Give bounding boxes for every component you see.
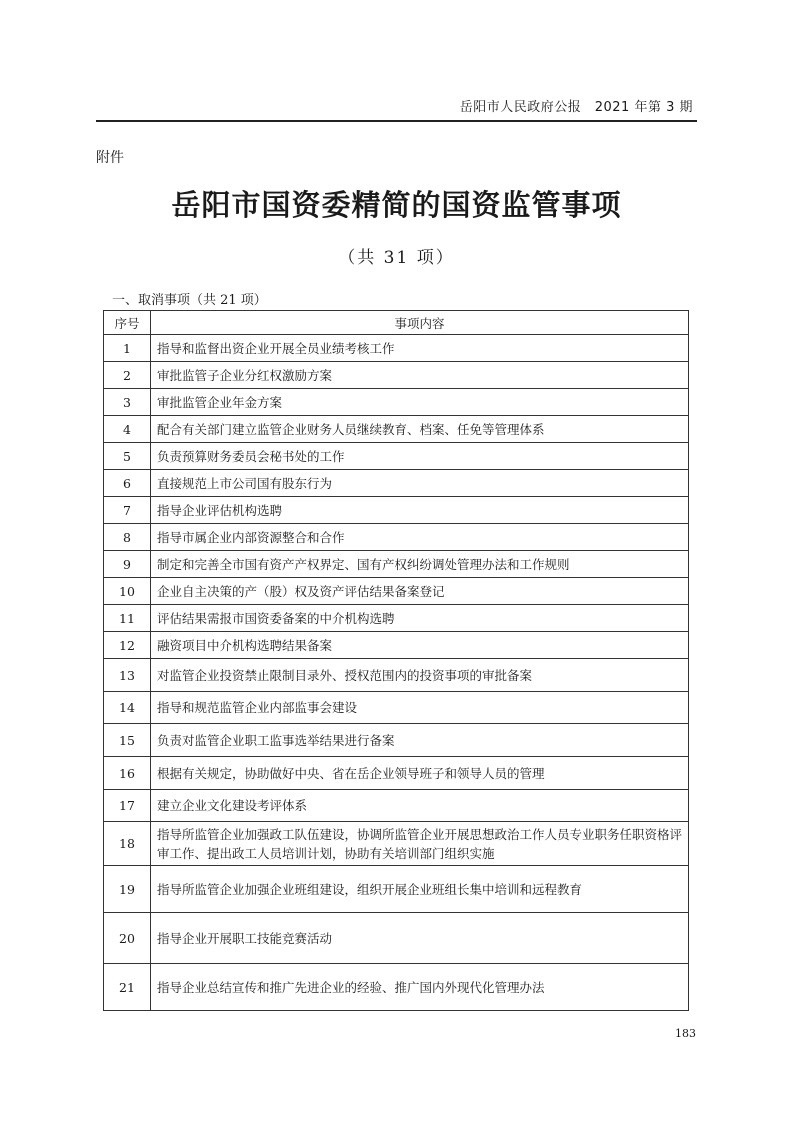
header-content: 事项内容 — [151, 311, 689, 335]
table-row — [104, 757, 689, 790]
table-row — [104, 964, 689, 1011]
row-content: 审批监管子企业分红权激励方案 — [151, 362, 689, 389]
table-row — [104, 389, 689, 416]
row-content: 指导企业评估机构选聘 — [151, 497, 689, 524]
section-heading: 一、取消事项（共 21 项） — [112, 293, 267, 308]
items-table — [103, 310, 689, 1011]
row-number: 15 — [104, 724, 151, 757]
row-content: 负责预算财务委员会秘书处的工作 — [151, 443, 689, 470]
row-content: 对监管企业投资禁止限制目录外、授权范围内的投资事项的审批备案 — [151, 659, 689, 692]
table-row — [104, 578, 689, 605]
row-number: 12 — [104, 632, 151, 659]
table-row — [104, 692, 689, 724]
row-content: 审批监管企业年金方案 — [151, 389, 689, 416]
page-subtitle: （共 31 项） — [338, 248, 455, 268]
table-row — [104, 866, 689, 913]
row-number: 11 — [104, 605, 151, 632]
row-number: 7 — [104, 497, 151, 524]
table-row — [104, 790, 689, 822]
header-rule — [96, 120, 697, 122]
table-row — [104, 913, 689, 964]
table-row — [104, 362, 689, 389]
row-content: 制定和完善全市国有资产产权界定、国有产权纠纷调处管理办法和工作规则 — [151, 551, 689, 578]
row-content: 指导企业总结宣传和推广先进企业的经验、推广国内外现代化管理办法 — [151, 964, 689, 1011]
row-content: 企业自主决策的产（股）权及资产评估结果备案登记 — [151, 578, 689, 605]
row-number: 19 — [104, 866, 151, 913]
table-row — [104, 605, 689, 632]
row-content: 负责对监管企业职工监事选举结果进行备案 — [151, 724, 689, 757]
table-row — [104, 551, 689, 578]
row-number: 13 — [104, 659, 151, 692]
row-content: 直接规范上市公司国有股东行为 — [151, 470, 689, 497]
table-row — [104, 632, 689, 659]
table-row — [104, 659, 689, 692]
row-number: 21 — [104, 964, 151, 1011]
row-content: 指导和规范监管企业内部监事会建设 — [151, 692, 689, 724]
table-row — [104, 470, 689, 497]
row-content: 指导所监管企业加强企业班组建设，组织开展企业班组长集中培训和远程教育 — [151, 866, 689, 913]
table-row — [104, 724, 689, 757]
row-number: 1 — [104, 335, 151, 362]
row-number: 5 — [104, 443, 151, 470]
row-number: 10 — [104, 578, 151, 605]
row-number: 4 — [104, 416, 151, 443]
row-content: 指导企业开展职工技能竞赛活动 — [151, 913, 689, 964]
row-number: 18 — [104, 822, 151, 866]
table-row — [104, 416, 689, 443]
header-index: 序号 — [104, 311, 151, 335]
row-number: 17 — [104, 790, 151, 822]
table-row — [104, 524, 689, 551]
row-content: 评估结果需报市国资委备案的中介机构选聘 — [151, 605, 689, 632]
table-row — [104, 822, 689, 866]
row-number: 14 — [104, 692, 151, 724]
row-number: 20 — [104, 913, 151, 964]
row-number: 3 — [104, 389, 151, 416]
table-header-row — [104, 311, 689, 335]
row-content: 指导市属企业内部资源整合和合作 — [151, 524, 689, 551]
table-row — [104, 497, 689, 524]
row-number: 6 — [104, 470, 151, 497]
header-text: 岳阳市人民政府公报 2021 年第 3 期 — [459, 100, 693, 115]
row-content: 配合有关部门建立监管企业财务人员继续教育、档案、任免等管理体系 — [151, 416, 689, 443]
page-title: 岳阳市国资委精简的国资监管事项 — [171, 188, 622, 222]
row-number: 8 — [104, 524, 151, 551]
table-row — [104, 443, 689, 470]
attachment-label: 附件 — [96, 150, 124, 166]
row-content: 指导所监管企业加强政工队伍建设，协调所监管企业开展思想政治工作人员专业职务任职资格评审工作、提出政工人员培训计划，协助有关培训部门组织实施 — [151, 822, 689, 866]
row-content: 指导和监督出资企业开展全员业绩考核工作 — [151, 335, 689, 362]
row-content: 根据有关规定，协助做好中央、省在岳企业领导班子和领导人员的管理 — [151, 757, 689, 790]
table-row — [104, 335, 689, 362]
row-number: 2 — [104, 362, 151, 389]
page-number: 183 — [675, 1027, 696, 1040]
row-number: 9 — [104, 551, 151, 578]
row-content: 建立企业文化建设考评体系 — [151, 790, 689, 822]
row-content: 融资项目中介机构选聘结果备案 — [151, 632, 689, 659]
row-number: 16 — [104, 757, 151, 790]
